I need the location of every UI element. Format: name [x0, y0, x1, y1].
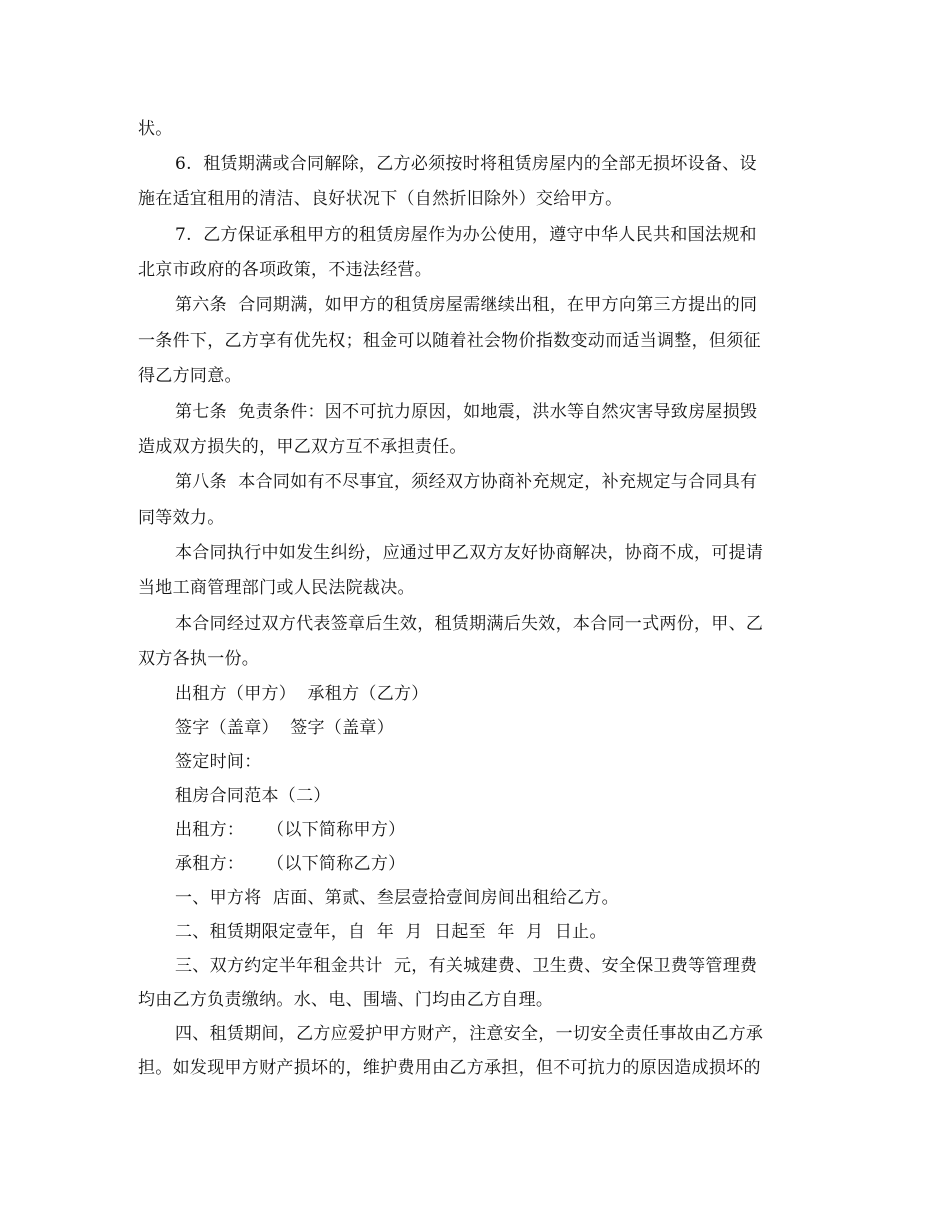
text-line: 出租方（甲方） 承租方（乙方）	[175, 684, 429, 704]
text-line: 第七条 免责条件：因不可抗力原因，如地震，洪水等自然灾害导致房屋损毁	[175, 402, 758, 422]
text-line: 签字（盖章） 签字（盖章）	[175, 718, 395, 738]
text-line: 担。如发现甲方财产损坏的，维护费用由乙方承担，但不可抗力的原因造成损坏的	[138, 1058, 761, 1078]
text-line: 本合同经过双方代表签章后生效，租赁期满后失效，本合同一式两份，甲、乙	[175, 614, 764, 634]
text-line: 第八条 本合同如有不尽事宜，须经双方协商补充规定，补充规定与合同具有	[175, 472, 758, 492]
text-line: 四、租赁期间，乙方应爱护甲方财产，注意安全，一切安全责任事故由乙方承	[175, 1024, 764, 1044]
text-line: 本合同执行中如发生纠纷，应通过甲乙双方友好协商解决，协商不成，可提请	[175, 543, 764, 563]
text-line: 造成双方损失的，甲乙双方互不承担责任。	[138, 437, 467, 457]
text-line: 得乙方同意。	[138, 366, 242, 386]
text-line: 一条件下，乙方享有优先权；租金可以随着社会物价指数变动而适当调整，但须征	[138, 331, 761, 351]
text-line: 三、双方约定半年租金共计 元，有关城建费、卫生费、安全保卫费等管理费	[175, 956, 758, 976]
text-line: 施在适宜租用的清洁、良好状况下（自然折旧除外）交给甲方。	[138, 189, 623, 209]
text-line: 北京市政府的各项政策，不违法经营。	[138, 260, 433, 280]
text-line: 承租方： （以下简称乙方）	[175, 854, 406, 874]
text-line: 出租方： （以下简称甲方）	[175, 820, 406, 840]
text-line: 租房合同范本（二）	[175, 786, 331, 806]
text-line: 同等效力。	[138, 508, 225, 528]
text-line: 当地工商管理部门或人民法院裁决。	[138, 578, 415, 598]
text-line: 第六条 合同期满，如甲方的租赁房屋需继续出租，在甲方向第三方提出的同	[175, 295, 758, 315]
text-line: 7. 乙方保证承租甲方的租赁房屋作为办公使用，遵守中华人民共和国法规和	[175, 225, 757, 245]
text-line: 均由乙方负责缴纳。水、电、围墙、门均由乙方自理。	[138, 990, 554, 1010]
text-line: 签定时间：	[175, 752, 262, 772]
text-line: 6. 租赁期满或合同解除，乙方必须按时将租赁房屋内的全部无损坏设备、设	[175, 154, 757, 174]
text-line: 状。	[138, 119, 173, 139]
text-line: 双方各执一份。	[138, 649, 260, 669]
text-line: 一、甲方将 店面、第贰、叁层壹拾壹间房间出租给乙方。	[175, 888, 619, 908]
text-line: 二、租赁期限定壹年，自 年 月 日起至 年 月 日止。	[175, 922, 607, 942]
